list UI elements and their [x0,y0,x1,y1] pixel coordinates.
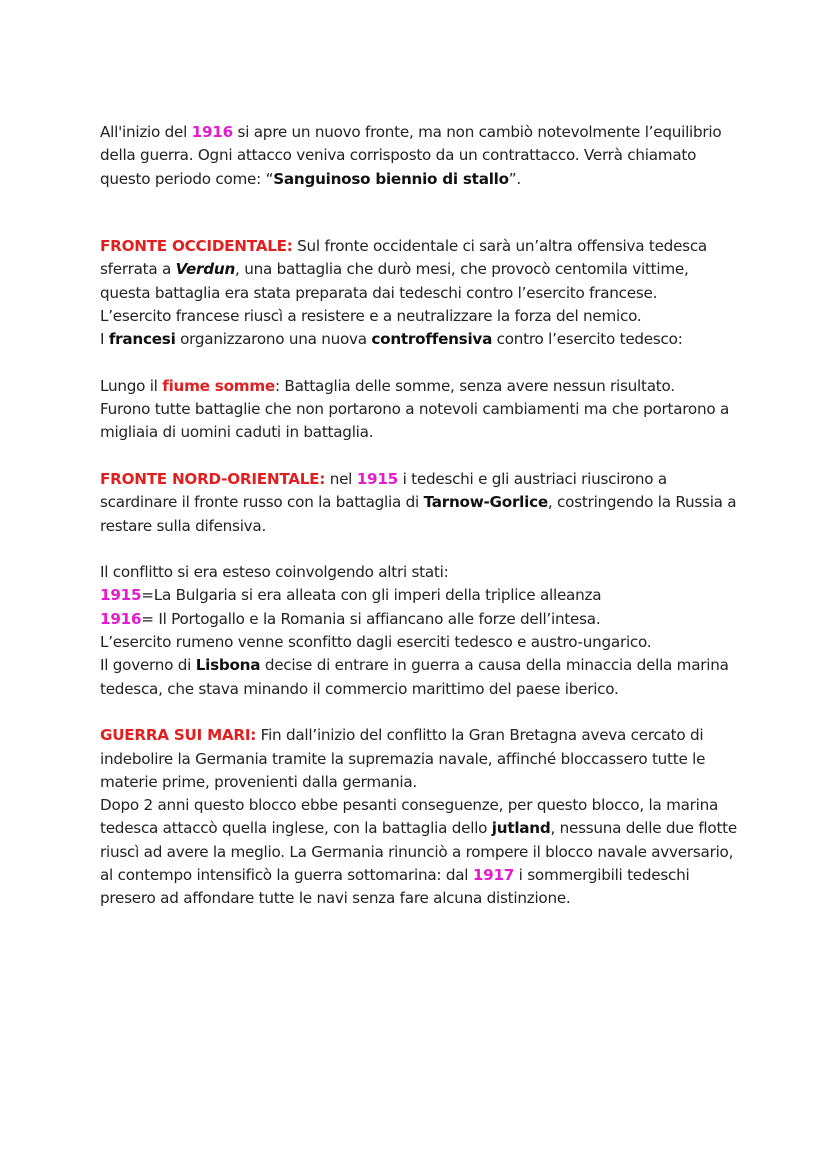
intro-text: All'inizio del [100,123,192,141]
intro-paragraph [100,121,740,191]
conflitto-text: decise di entrare in guerra a causa della minaccia della marina tedesca, che stava minando il commercio marittimo del paese iberico. [100,656,729,698]
conflitto-text: =La Bulgaria si era alleata con gli imperi della triplice alleanza [141,586,602,605]
occidentale-text: organizzarono una nuova [175,330,372,349]
francesi-emphasis: francesi [108,330,176,349]
nord-orientale-heading: FRONTE NORD-ORIENTALE: [100,469,326,488]
somme-text: : Battaglia delle somme, senza avere nessun risultato. [274,376,675,395]
year-1916-highlight: 1916 [100,609,142,628]
nord-orientale-text: , costringendo la Russia a restare sulla difensiva. [100,493,737,535]
year-1915-highlight: 1915 [100,586,142,605]
occidentale-paragraph [100,235,740,305]
conflitto-line [100,584,740,607]
controffensiva-emphasis: controffensiva [371,330,493,349]
lisbona-emphasis: Lisbona [195,656,261,675]
occidentale-line: L’esercito francese riuscì a resistere e a neutralizzare la forza del nemico. [100,306,642,325]
mari-text: i sommergibili tedeschi presero ad affondare tutte le navi senza fare alcuna distinzione. [100,866,690,908]
conflitto-line [100,654,740,701]
intro-section [100,121,740,191]
conflitto-line: L’esercito rumeno venne sconfitto dagli eserciti tedesco e austro-ungarico. [100,633,652,652]
conflitto-line: Il conflitto si era esteso coinvolgendo altri stati: [100,563,449,582]
mari-text: Dopo 2 anni questo blocco ebbe pesanti conseguenze, per questo blocco, la marina tedesca attaccò quella inglese, con la battaglia dello [100,796,719,838]
occidentale-text: , una battaglia che durò mesi, che provocò centomila vittime, questa battaglia era stata preparata dai tedeschi contro l’esercito francese. [100,260,689,302]
nord-orientale-text: i tedeschi e gli austriaci riuscirono a scardinare il fronte russo con la battaglia di [100,469,667,512]
occidentale-heading: FRONTE OCCIDENTALE: [100,237,293,255]
conflitto-text: Il governo di [100,656,196,675]
nord-orientale-text: nel [325,469,357,488]
occidentale-line [100,328,740,351]
intro-text: si apre un nuovo fronte, ma non cambiò notevolmente l’equilibrio della guerra. Ogni attacco veniva corrisposto da un contrattacco. Verrà chiamato questo periodo come: “ [100,123,722,188]
paragraph-gap [100,701,740,724]
conflitto-text: = Il Portogallo e la Romania si affiancano alle forze dell’intesa. [141,609,601,628]
year-1917-highlight: 1917 [472,866,515,885]
mari-text: , nessuna delle due flotte riuscì ad avere la meglio. La Germania rinunciò a rompere il blocco navale avversario, al contempo intensificò la guerra sottomarina: dal [100,819,737,885]
paragraph-gap [100,445,740,468]
year-1916-highlight: 1916 [191,123,233,141]
mari-line [100,794,740,910]
jutland-emphasis: jutland [491,819,551,838]
nord-orientale-paragraph [100,468,740,538]
mari-paragraph [100,724,740,794]
mari-heading: GUERRA SUI MARI: [100,726,257,745]
tarnow-gorlice-emphasis: Tarnow-Gorlice [423,493,548,512]
somme-line: Furono tutte battaglie che non portarono a notevoli cambiamenti ma che portarono a migliaia di uomini caduti in battaglia. [100,400,730,442]
main-section [100,235,740,911]
somme-text: Lungo il [100,376,163,395]
paragraph-gap [100,538,740,561]
fiume-somme-highlight: fiume somme [162,376,275,395]
intro-text: ”. [508,169,521,188]
occidentale-text: Sul fronte occidentale ci sarà un’altra offensiva tedesca sferrata a [100,237,707,279]
year-1915-highlight: 1915 [356,469,399,488]
stallo-emphasis: Sanguinoso biennio di stallo [273,169,509,188]
somme-paragraph [100,375,740,398]
verdun-emphasis: Verdun [175,260,236,279]
mari-text: Fin dall’inizio del conflitto la Gran Bretagna aveva cercato di indebolire la Germania tramite la supremazia navale, affinché bloccassero tutte le materie prime, provenienti dalla germania. [100,726,706,791]
conflitto-line [100,608,740,631]
occidentale-text: contro l’esercito tedesco: [492,330,683,349]
occidentale-text: I [100,330,109,349]
paragraph-gap [100,351,740,374]
